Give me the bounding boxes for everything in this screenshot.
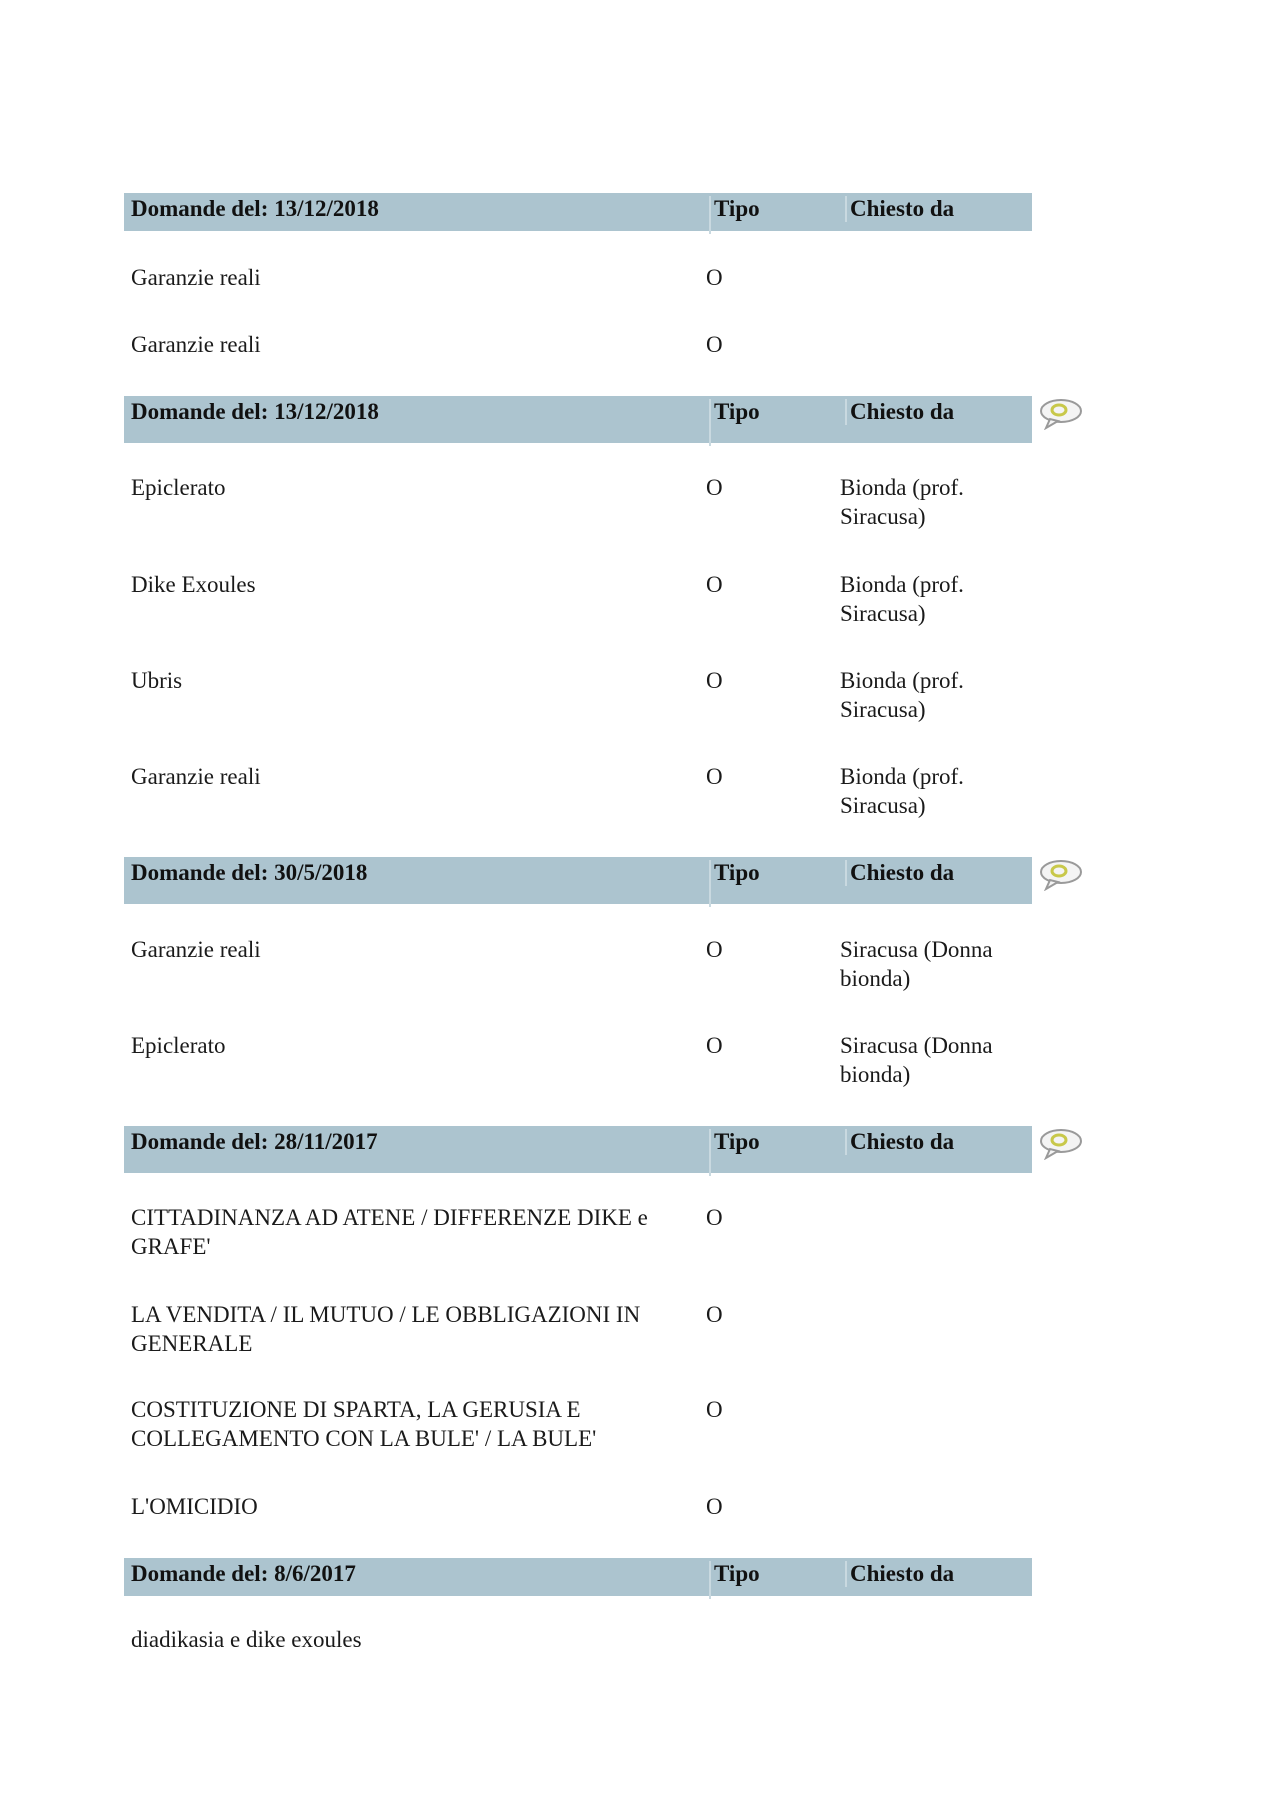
- asked-by: Bionda (prof. Siracusa): [840, 475, 964, 529]
- speech-bubble-icon[interactable]: [1038, 857, 1084, 891]
- question-text: COSTITUZIONE DI SPARTA, LA GERUSIA E COLLEGAMENTO CON LA BULE' / LA BULE': [131, 1397, 597, 1451]
- question-type: O: [706, 475, 723, 500]
- question-section: [124, 1126, 1032, 1173]
- asked-by-column-label: Chiesto da: [845, 1129, 954, 1155]
- asked-by: Siracusa (Donna bionda): [840, 1033, 993, 1087]
- question-text: Garanzie reali: [131, 332, 261, 357]
- section-header: [124, 857, 1032, 904]
- question-section: [124, 1558, 1032, 1596]
- asked-by: Bionda (prof. Siracusa): [840, 572, 964, 626]
- question-text: LA VENDITA / IL MUTUO / LE OBBLIGAZIONI IN GENERALE: [131, 1302, 641, 1356]
- question-type: O: [706, 1494, 723, 1519]
- question-text: Garanzie reali: [131, 937, 261, 962]
- asked-by-column-label: Chiesto da: [845, 860, 954, 886]
- question-section: [124, 857, 1032, 904]
- question-section: [124, 193, 1032, 231]
- asked-by: Bionda (prof. Siracusa): [840, 764, 964, 818]
- question-type: O: [706, 572, 723, 597]
- question-text: diadikasia e dike exoules: [131, 1627, 362, 1652]
- date-label: Domande del: 28/11/2017: [131, 1129, 378, 1154]
- question-type: O: [706, 265, 723, 290]
- asked-by: Bionda (prof. Siracusa): [840, 668, 964, 722]
- section-header: [124, 1558, 1032, 1596]
- question-text: CITTADINANZA AD ATENE / DIFFERENZE DIKE e GRAFE': [131, 1205, 648, 1259]
- question-type: O: [706, 1397, 723, 1422]
- type-column-label: Tipo: [709, 1129, 760, 1176]
- speech-bubble-icon[interactable]: [1038, 1126, 1084, 1160]
- asked-by-column-label: Chiesto da: [845, 399, 954, 425]
- asked-by-column-label: Chiesto da: [845, 1561, 954, 1587]
- question-text: Epiclerato: [131, 1033, 226, 1058]
- question-type: O: [706, 1302, 723, 1327]
- question-type: O: [706, 1205, 723, 1230]
- type-column-label: Tipo: [709, 1561, 760, 1599]
- question-text: Garanzie reali: [131, 265, 261, 290]
- question-text: Epiclerato: [131, 475, 226, 500]
- question-type: O: [706, 332, 723, 357]
- question-type: O: [706, 1033, 723, 1058]
- question-type: O: [706, 668, 723, 693]
- asked-by: Siracusa (Donna bionda): [840, 937, 993, 991]
- date-label: Domande del: 30/5/2018: [131, 860, 368, 885]
- question-type: O: [706, 764, 723, 789]
- section-header: [124, 1126, 1032, 1173]
- question-text: L'OMICIDIO: [131, 1494, 258, 1519]
- asked-by-column-label: Chiesto da: [845, 196, 954, 222]
- section-header: [124, 396, 1032, 443]
- type-column-label: Tipo: [709, 399, 760, 446]
- type-column-label: Tipo: [709, 860, 760, 907]
- question-type: O: [706, 937, 723, 962]
- question-text: Ubris: [131, 668, 183, 693]
- date-label: Domande del: 8/6/2017: [131, 1561, 356, 1586]
- date-label: Domande del: 13/12/2018: [131, 196, 379, 221]
- type-column-label: Tipo: [709, 196, 760, 234]
- question-text: Garanzie reali: [131, 764, 261, 789]
- date-label: Domande del: 13/12/2018: [131, 399, 379, 424]
- question-section: [124, 396, 1032, 443]
- question-text: Dike Exoules: [131, 572, 256, 597]
- speech-bubble-icon[interactable]: [1038, 396, 1084, 430]
- section-header: [124, 193, 1032, 231]
